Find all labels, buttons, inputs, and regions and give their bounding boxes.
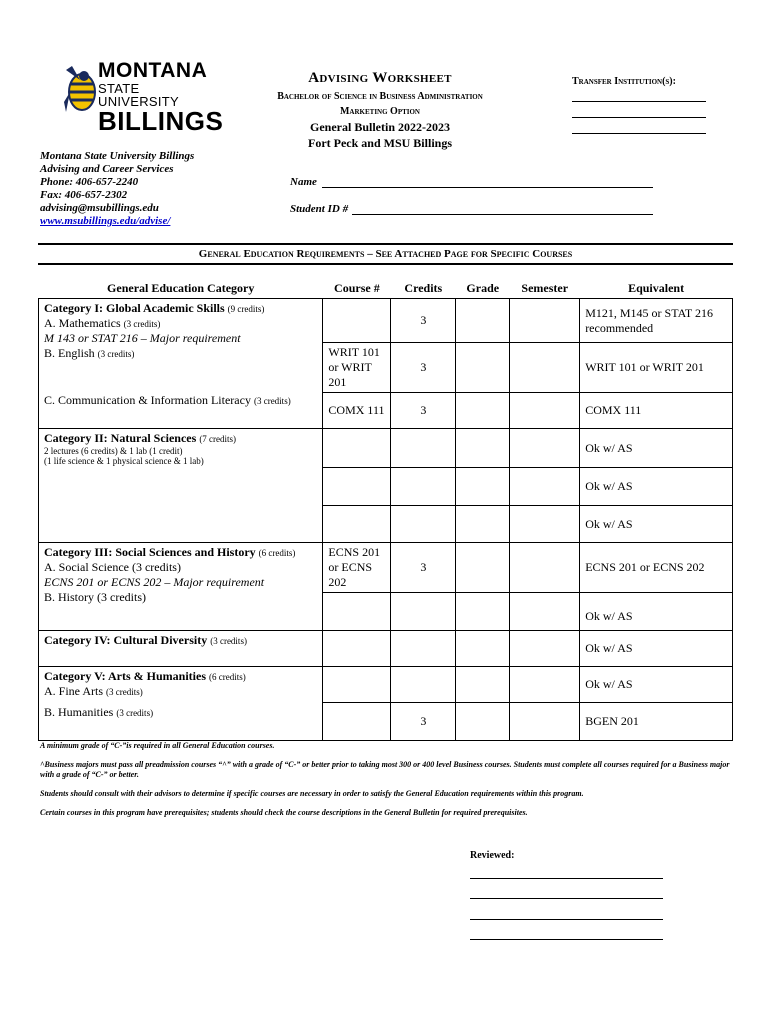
student-id-label: Student ID # [290, 203, 349, 215]
header-credits: Credits [404, 280, 443, 295]
equivalent-cell: Ok w/ AS [580, 667, 733, 703]
contact-university: Montana State University Billings [40, 150, 195, 162]
campus-location: Fort Peck and MSU Billings [307, 136, 452, 150]
category-4-credits: (3 credits) [210, 636, 247, 646]
table-row [39, 429, 733, 468]
equivalent-cell: WRIT 101 or WRIT 201 [580, 343, 733, 393]
equivalent-cell: Ok w/ AS [580, 506, 733, 543]
english-label: B. English [44, 346, 95, 360]
category-1-title: Category I: Global Academic Skills [44, 301, 225, 315]
fine-arts-label: A. Fine Arts [44, 684, 104, 698]
contact-fax: Fax: 406-657-2302 [40, 189, 128, 201]
course-cell[interactable]: ECNS 201 or ECNS 202 [323, 543, 391, 593]
grade-cell[interactable] [456, 667, 510, 703]
humanities-label: B. Humanities [44, 704, 114, 719]
msu-billings-logo [62, 59, 224, 136]
grade-cell[interactable] [456, 468, 510, 506]
grade-cell[interactable] [456, 631, 510, 667]
course-cell[interactable]: COMX 111 [323, 393, 391, 429]
contact-department: Advising and Career Services [40, 163, 174, 175]
logo-line-billings: BILLINGS [98, 106, 224, 136]
header-semester: Semester [521, 280, 569, 295]
english-credits: (3 credits) [97, 349, 135, 359]
category-2-title: Category II: Natural Sciences [44, 431, 197, 445]
equivalent-cell: Ok w/ AS [580, 429, 733, 468]
history-label: B. History (3 credits) [44, 590, 146, 604]
equivalent-cell: Ok w/ AS [580, 593, 733, 631]
course-cell[interactable] [323, 703, 391, 741]
category-1-credits: (9 credits) [227, 304, 265, 314]
equivalent-cell: COMX 111 [580, 393, 733, 429]
note-prerequisites: Certain courses in this program have prerequisites; students should check the course descriptions in the General Bulletin for required prerequisites. [40, 808, 528, 817]
communication-cell [39, 393, 323, 429]
course-cell[interactable]: WRIT 101 or WRIT 201 [323, 343, 391, 393]
category-2-cell [39, 429, 323, 543]
semester-cell[interactable] [510, 429, 580, 468]
reviewed-signature-line-4[interactable] [470, 939, 663, 940]
logo-line-montana: MONTANA [98, 59, 208, 82]
grade-cell[interactable] [456, 506, 510, 543]
equivalent-cell: Ok w/ AS [580, 631, 733, 667]
grade-cell[interactable] [456, 703, 510, 741]
table-row [39, 543, 733, 593]
category-3-title: Category III: Social Sciences and History [44, 545, 256, 559]
credits-cell [391, 506, 456, 543]
table-row [39, 631, 733, 667]
course-cell[interactable] [323, 468, 391, 506]
credits-cell: 3 [391, 703, 456, 741]
worksheet-title: Advising Worksheet [308, 70, 452, 86]
footnotes [40, 741, 730, 827]
equivalent-cell: Ok w/ AS [580, 468, 733, 506]
semester-cell[interactable] [510, 343, 580, 393]
credits-cell [391, 593, 456, 631]
social-science-label: A. Social Science (3 credits) [44, 560, 181, 574]
equivalent-cell: ECNS 201 or ECNS 202 [580, 543, 733, 593]
header-course: Course # [334, 280, 380, 295]
natural-sciences-lectures: 2 lectures (6 credits) & 1 lab (1 credit) [44, 446, 183, 456]
header-grade: Grade [466, 280, 500, 295]
gen-ed-header: General Education Requirements – See Attached Page for Specific Courses [38, 243, 733, 265]
category-4-title: Category IV: Cultural Diversity [44, 633, 208, 647]
semester-cell[interactable] [510, 631, 580, 667]
fine-arts-credits: (3 credits) [106, 687, 143, 697]
category-3-credits: (6 credits) [258, 548, 296, 558]
category-3-cell [39, 543, 323, 631]
semester-cell[interactable] [510, 468, 580, 506]
reviewed-signature-line-1[interactable] [470, 878, 663, 879]
note-minimum-grade: A minimum grade of “C-”is required in all General Education courses. [40, 741, 275, 750]
category-1-cell [39, 299, 323, 393]
semester-cell[interactable] [510, 667, 580, 703]
grade-cell[interactable] [456, 593, 510, 631]
option-title: Marketing Option [339, 106, 420, 117]
math-credits: (3 credits) [123, 319, 161, 329]
category-4-cell [39, 631, 323, 667]
transfer-institution-line-3[interactable] [572, 133, 706, 134]
note-consult-advisor: Students should consult with their advisors to determine if specific courses are necessary in order to satisfy the General Education requirements within this program. [40, 789, 584, 798]
credits-cell: 3 [391, 299, 456, 343]
bulletin-year: General Bulletin 2022-2023 [310, 120, 450, 134]
semester-cell[interactable] [510, 543, 580, 593]
communication-credits: (3 credits) [253, 395, 291, 406]
social-science-major-requirement: ECNS 201 or ECNS 202 – Major requirement [44, 575, 265, 589]
student-id-field[interactable] [352, 214, 653, 215]
table-row [39, 667, 733, 703]
humanities-credits: (3 credits) [116, 707, 154, 718]
contact-info [40, 150, 194, 228]
name-field[interactable] [322, 187, 653, 188]
note-preadmission: ^Business majors must pass all preadmission courses “^” with a grade of “C-” or better prior to taking most 300 or 400 level Business courses. Students must complete all courses required for a Business major with a grade of “C-” or better. [40, 760, 730, 779]
grade-cell[interactable] [456, 393, 510, 429]
name-label: Name [290, 176, 317, 188]
equivalent-cell: BGEN 201 [580, 703, 733, 741]
transfer-institution-label: Transfer Institution(s): [572, 76, 676, 87]
table-row [39, 703, 733, 741]
course-cell[interactable] [323, 429, 391, 468]
semester-cell[interactable] [510, 593, 580, 631]
reviewed-label: Reviewed: [470, 850, 515, 861]
category-2-credits: (7 credits) [199, 434, 237, 444]
math-major-requirement: M 143 or STAT 216 – Major requirement [44, 331, 241, 345]
logo-line-state-university: STATE UNIVERSITY [98, 81, 180, 109]
contact-phone: Phone: 406-657-2240 [40, 176, 139, 188]
transfer-institution-line-2[interactable] [572, 117, 706, 118]
yellowjacket-mascot-icon [62, 62, 98, 118]
course-cell[interactable] [323, 299, 391, 343]
semester-cell[interactable] [510, 506, 580, 543]
course-cell[interactable] [323, 667, 391, 703]
header-category: General Education Category [107, 280, 255, 295]
course-cell[interactable] [323, 631, 391, 667]
credits-cell: 3 [391, 343, 456, 393]
degree-title: Bachelor of Science in Business Administration [277, 91, 483, 102]
header-equivalent: Equivalent [628, 280, 685, 295]
table-row [39, 393, 733, 429]
credits-cell: 3 [391, 543, 456, 593]
contact-email: advising@msubillings.edu [40, 202, 159, 214]
credits-cell [391, 429, 456, 468]
credits-cell [391, 667, 456, 703]
humanities-cell [39, 703, 323, 741]
semester-cell[interactable] [510, 703, 580, 741]
grade-cell[interactable] [456, 543, 510, 593]
grade-cell[interactable] [456, 299, 510, 343]
category-5-credits: (6 credits) [209, 672, 246, 682]
math-label: A. Mathematics [44, 316, 121, 330]
equivalent-cell: M121, M145 or STAT 216 recommended [580, 299, 733, 343]
gen-ed-table [38, 278, 733, 741]
communication-label: C. Communication & Information Literacy [44, 392, 251, 407]
semester-cell[interactable] [510, 393, 580, 429]
contact-website-link[interactable]: www.msubillings.edu/advise/ [40, 215, 171, 227]
table-header-row [39, 278, 733, 299]
course-cell[interactable] [323, 506, 391, 543]
grade-cell[interactable] [456, 429, 510, 468]
credits-cell [391, 468, 456, 506]
category-5-cell [39, 667, 323, 703]
credits-cell: 3 [391, 393, 456, 429]
worksheet-title-block [230, 70, 530, 151]
table-row [39, 299, 733, 343]
grade-cell[interactable] [456, 343, 510, 393]
reviewed-signature-line-2[interactable] [470, 898, 663, 899]
course-cell[interactable] [323, 593, 391, 631]
credits-cell [391, 631, 456, 667]
transfer-institution-line-1[interactable] [572, 101, 706, 102]
semester-cell[interactable] [510, 299, 580, 343]
category-5-title: Category V: Arts & Humanities [44, 669, 206, 683]
reviewed-signature-line-3[interactable] [470, 919, 663, 920]
natural-sciences-distribution: (1 life science & 1 physical science & 1 lab) [44, 456, 204, 466]
